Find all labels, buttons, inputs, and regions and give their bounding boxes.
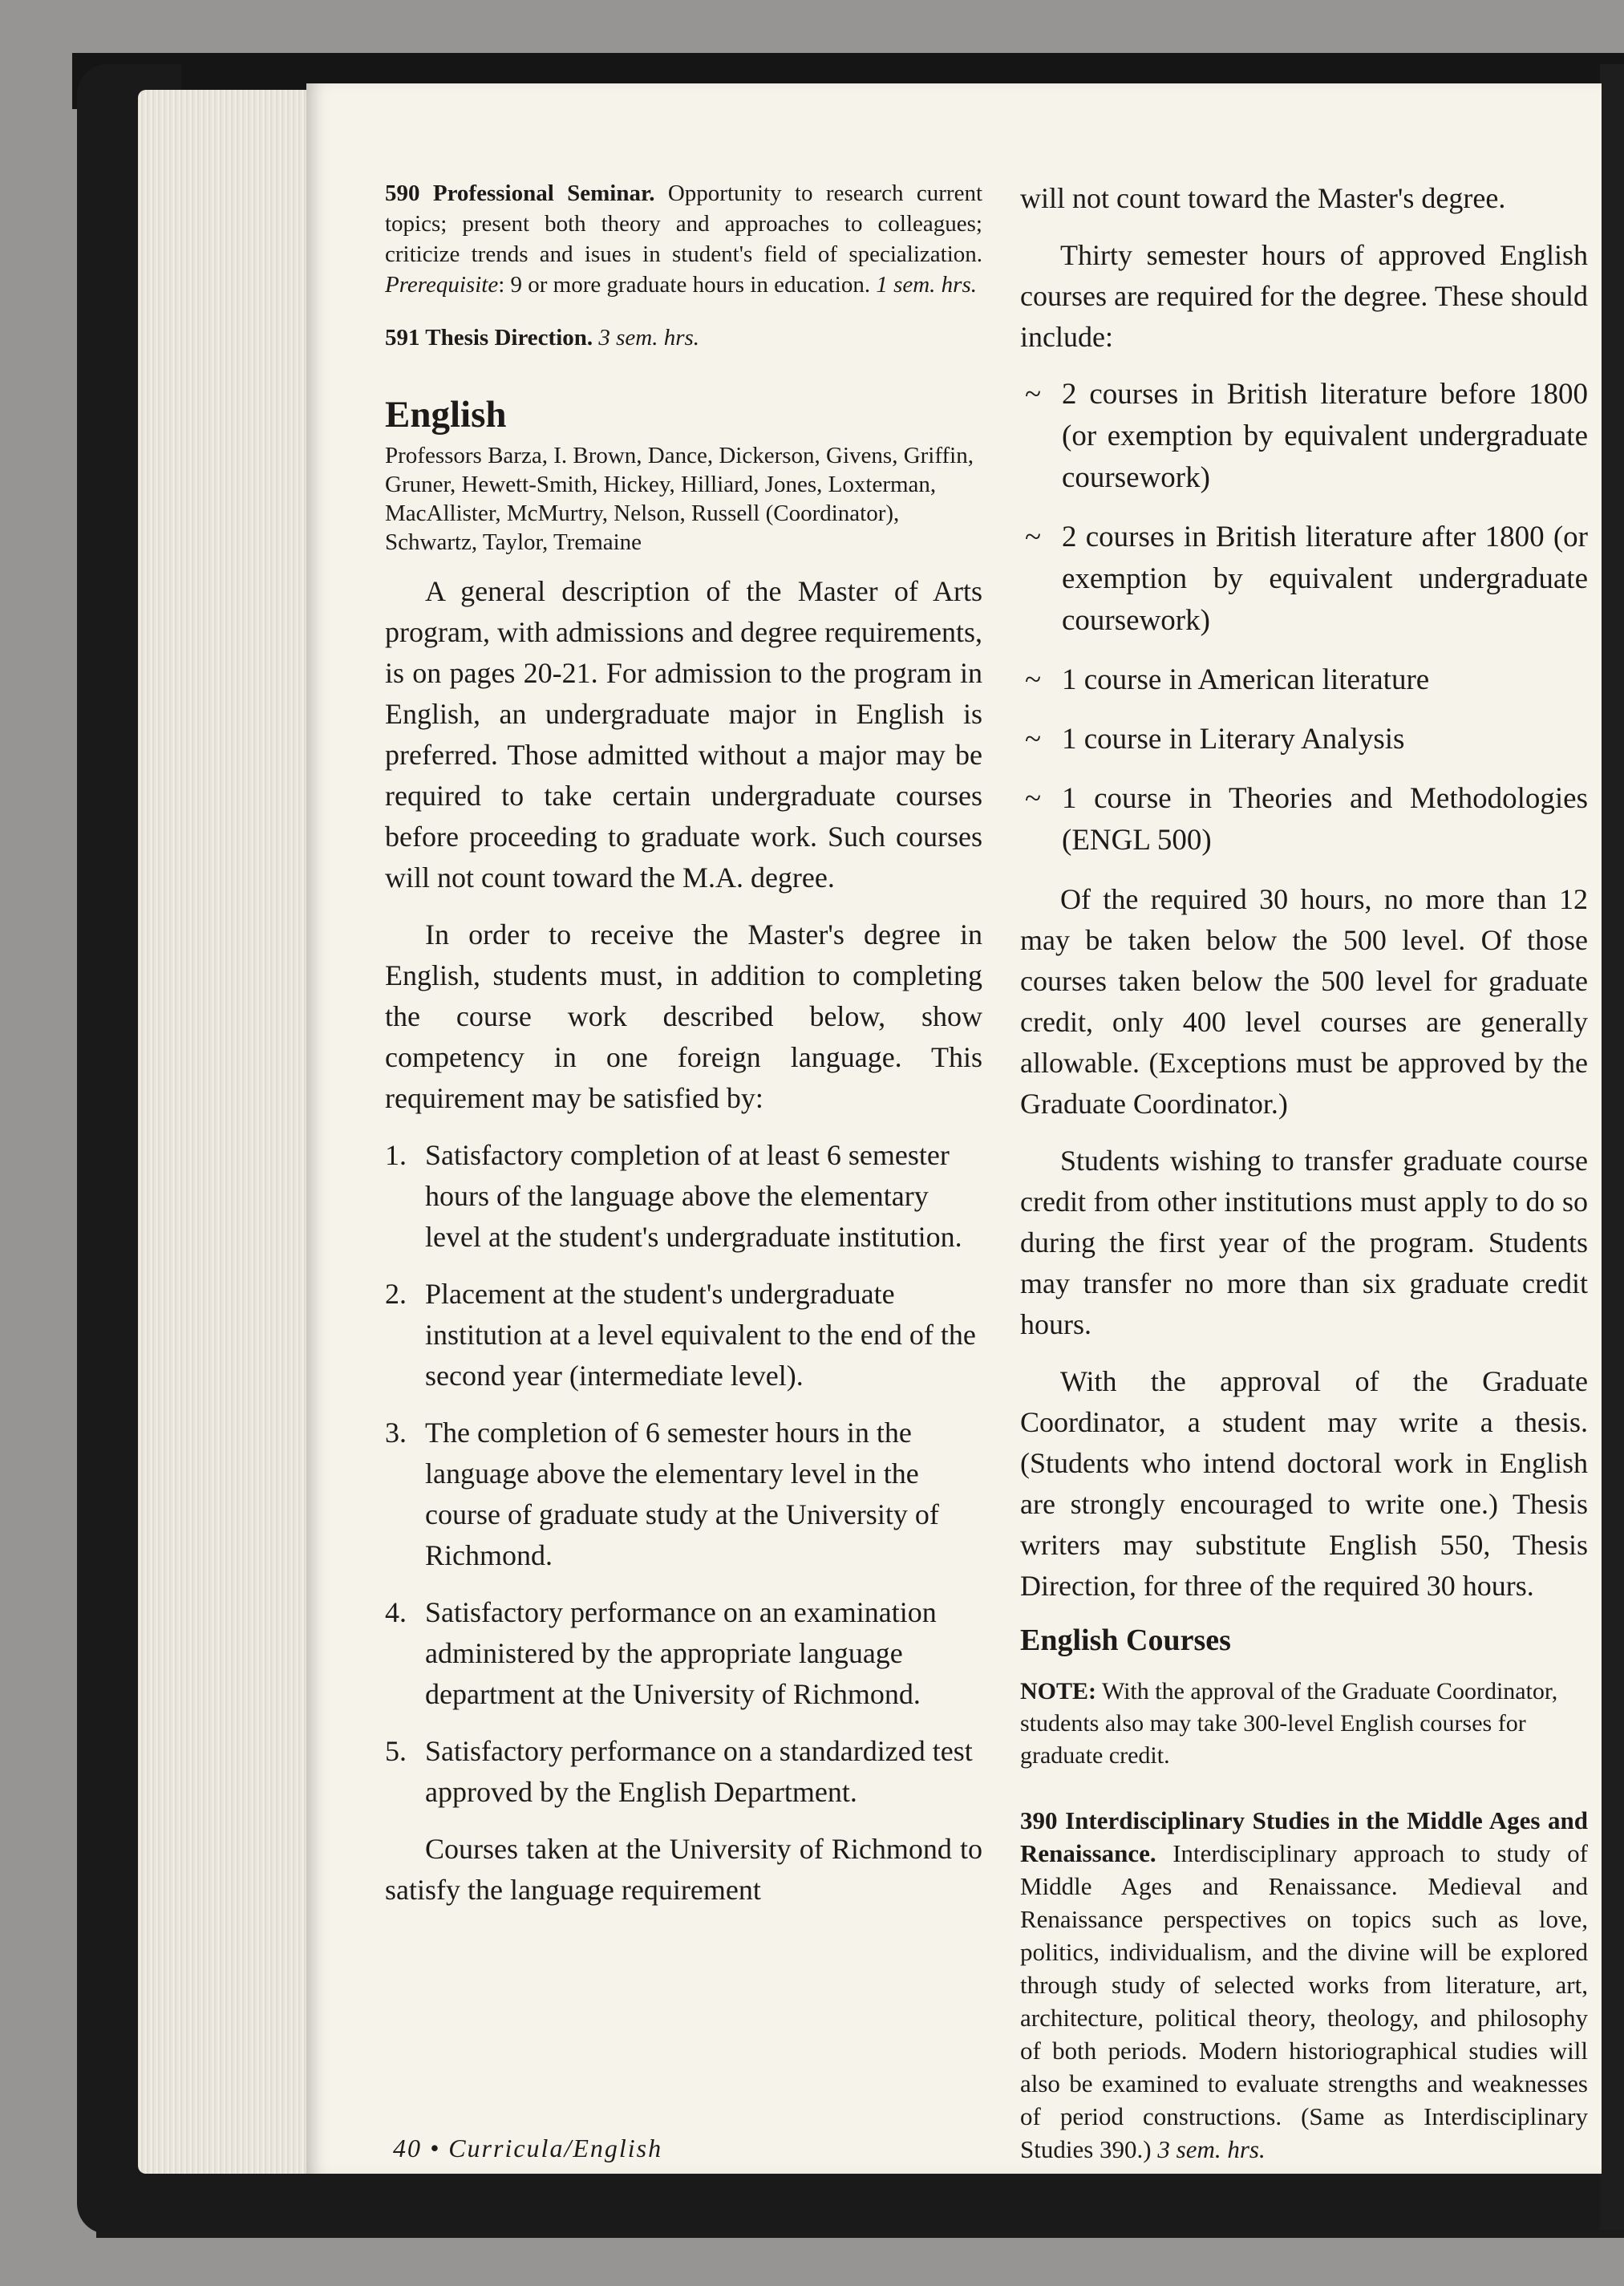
list-item: 2. Placement at the student's undergraduate institution at a level equivalent to the end of the second year (intermediate level). xyxy=(385,1278,976,1392)
list-item: ~ 1 course in Literary Analysis xyxy=(1025,723,1405,756)
left-column xyxy=(385,178,982,1927)
course-title: 390 Interdisciplinary Studies in the Middle Ages and Renaissance. xyxy=(1020,1806,1588,1867)
note-label: NOTE: xyxy=(1020,1678,1097,1704)
list-item: 3. The completion of 6 semester hours in the language above the elementary level in the course of graduate study at the University of Richmond. xyxy=(385,1417,939,1571)
course-credits: 3 sem. hrs. xyxy=(598,325,700,351)
book-cover-bottom xyxy=(96,2174,1624,2238)
paragraph-continuation: will not count toward the Master's degree. xyxy=(1020,182,1506,214)
note-paragraph xyxy=(1020,1676,1588,1772)
course-entry-591 xyxy=(385,322,982,353)
list-item: 4. Satisfactory performance on an examination administered by the appropriate language department at the University of Richmond. xyxy=(385,1596,937,1710)
prerequisite-label: Prerequisite xyxy=(385,272,499,298)
course-title: 591 Thesis Direction. xyxy=(385,325,593,351)
course-title: 590 Professional Seminar. xyxy=(385,180,655,206)
list-item: ~ 2 courses in British literature before 1800 (or exemption by equivalent undergraduate coursework) xyxy=(1025,378,1588,494)
list-item: 5. Satisfactory performance on a standardized test approved by the English Department. xyxy=(385,1735,973,1808)
prerequisite-text: : 9 or more graduate hours in education. xyxy=(498,272,877,298)
list-item: ~ 1 course in Theories and Methodologies (ENGL 500) xyxy=(1025,782,1588,857)
level-restrictions-paragraph: Of the required 30 hours, no more than 12 may be taken below the 500 level. Of those courses taken below the 500 level for graduate credit, only 400 level courses are generally allowable. (Exceptions must be approved by the Graduate Coordinator.) xyxy=(1020,883,1588,1120)
book-cover-right xyxy=(1600,64,1624,2230)
page-footer: 40 • Curricula/English xyxy=(393,2134,663,2162)
course-description: Interdisciplinary approach to study of Middle Ages and Renaissance. Medieval and Renaissance perspectives on topics such as love, politics, individualism, and the divine will be explored through study of selected works from literature, art, architecture, political theory, theology, and philosophy of both periods. Modern historiographical studies will also be examined to evaluate strengths and weaknesses of period constructions. (Same as Interdisciplinary Studies 390.) xyxy=(1020,1839,1588,2163)
right-column xyxy=(1020,178,1588,2166)
program-description: A general description of the Master of Arts program, with admissions and degree requirements, is on pages 20-21. For admission to the program in English, an undergraduate major in English is preferred. Those admitted without a major may be required to take certain undergraduate courses before proceeding to graduate work. Such courses will not count toward the M.A. degree. xyxy=(385,575,982,894)
note-text: With the approval of the Graduate Coordinator, students also may take 300-level English courses for graduate credit. xyxy=(1020,1678,1558,1769)
language-requirement: In order to receive the Master's degree in English, students must, in addition to completing the course work described below, show competency in one foreign language. This requirement may be satisfied by: xyxy=(385,918,982,1114)
subsection-heading: English Courses xyxy=(1020,1623,1231,1657)
list-item: ~ 1 course in American literature xyxy=(1025,663,1430,696)
course-requirements-list xyxy=(1020,374,1588,861)
thesis-paragraph: With the approval of the Graduate Coordinator, a student may write a thesis. (Students who intend doctoral work in English are strongly encouraged to write one.) Thesis writers may substitute English 550, Thesis Direction, for three of the required 30 hours. xyxy=(1020,1365,1588,1602)
list-item: ~ 2 courses in British literature after 1800 (or exemption by equivalent undergraduate coursework) xyxy=(1025,521,1588,637)
course-credits: 3 sem. hrs. xyxy=(1157,2135,1266,2163)
section-heading: English xyxy=(385,394,507,436)
transfer-credit-paragraph: Students wishing to transfer graduate course credit from other institutions must apply to do so during the first year of the program. Students may transfer no more than six graduate credit hours. xyxy=(1020,1145,1588,1340)
language-options-list xyxy=(385,1135,982,1813)
faculty-list: Professors Barza, I. Brown, Dance, Dickerson, Givens, Griffin, Gruner, Hewett-Smith, Hickey, Hilliard, Jones, Loxterman, MacAllister, McMurtry, Nelson, Russell (Coordinator), Schwartz, Taylor, Tremaine xyxy=(385,443,974,555)
list-item: 1. Satisfactory completion of at least 6 semester hours of the language above the elementary level at the student's undergraduate institution. xyxy=(385,1139,962,1253)
course-entry-390 xyxy=(1020,1804,1588,2166)
language-courses-note: Courses taken at the University of Richmond to satisfy the language requirement xyxy=(385,1833,982,1906)
course-description: Opportunity to research current topics; present both theory and approaches to colleagues; criticize trends and isues in student's field of specialization. xyxy=(385,180,982,267)
course-entry-590 xyxy=(385,178,982,300)
course-credits: 1 sem. hrs. xyxy=(876,272,977,298)
credit-hours-paragraph: Thirty semester hours of approved English courses are required for the degree. These should include: xyxy=(1020,239,1588,353)
